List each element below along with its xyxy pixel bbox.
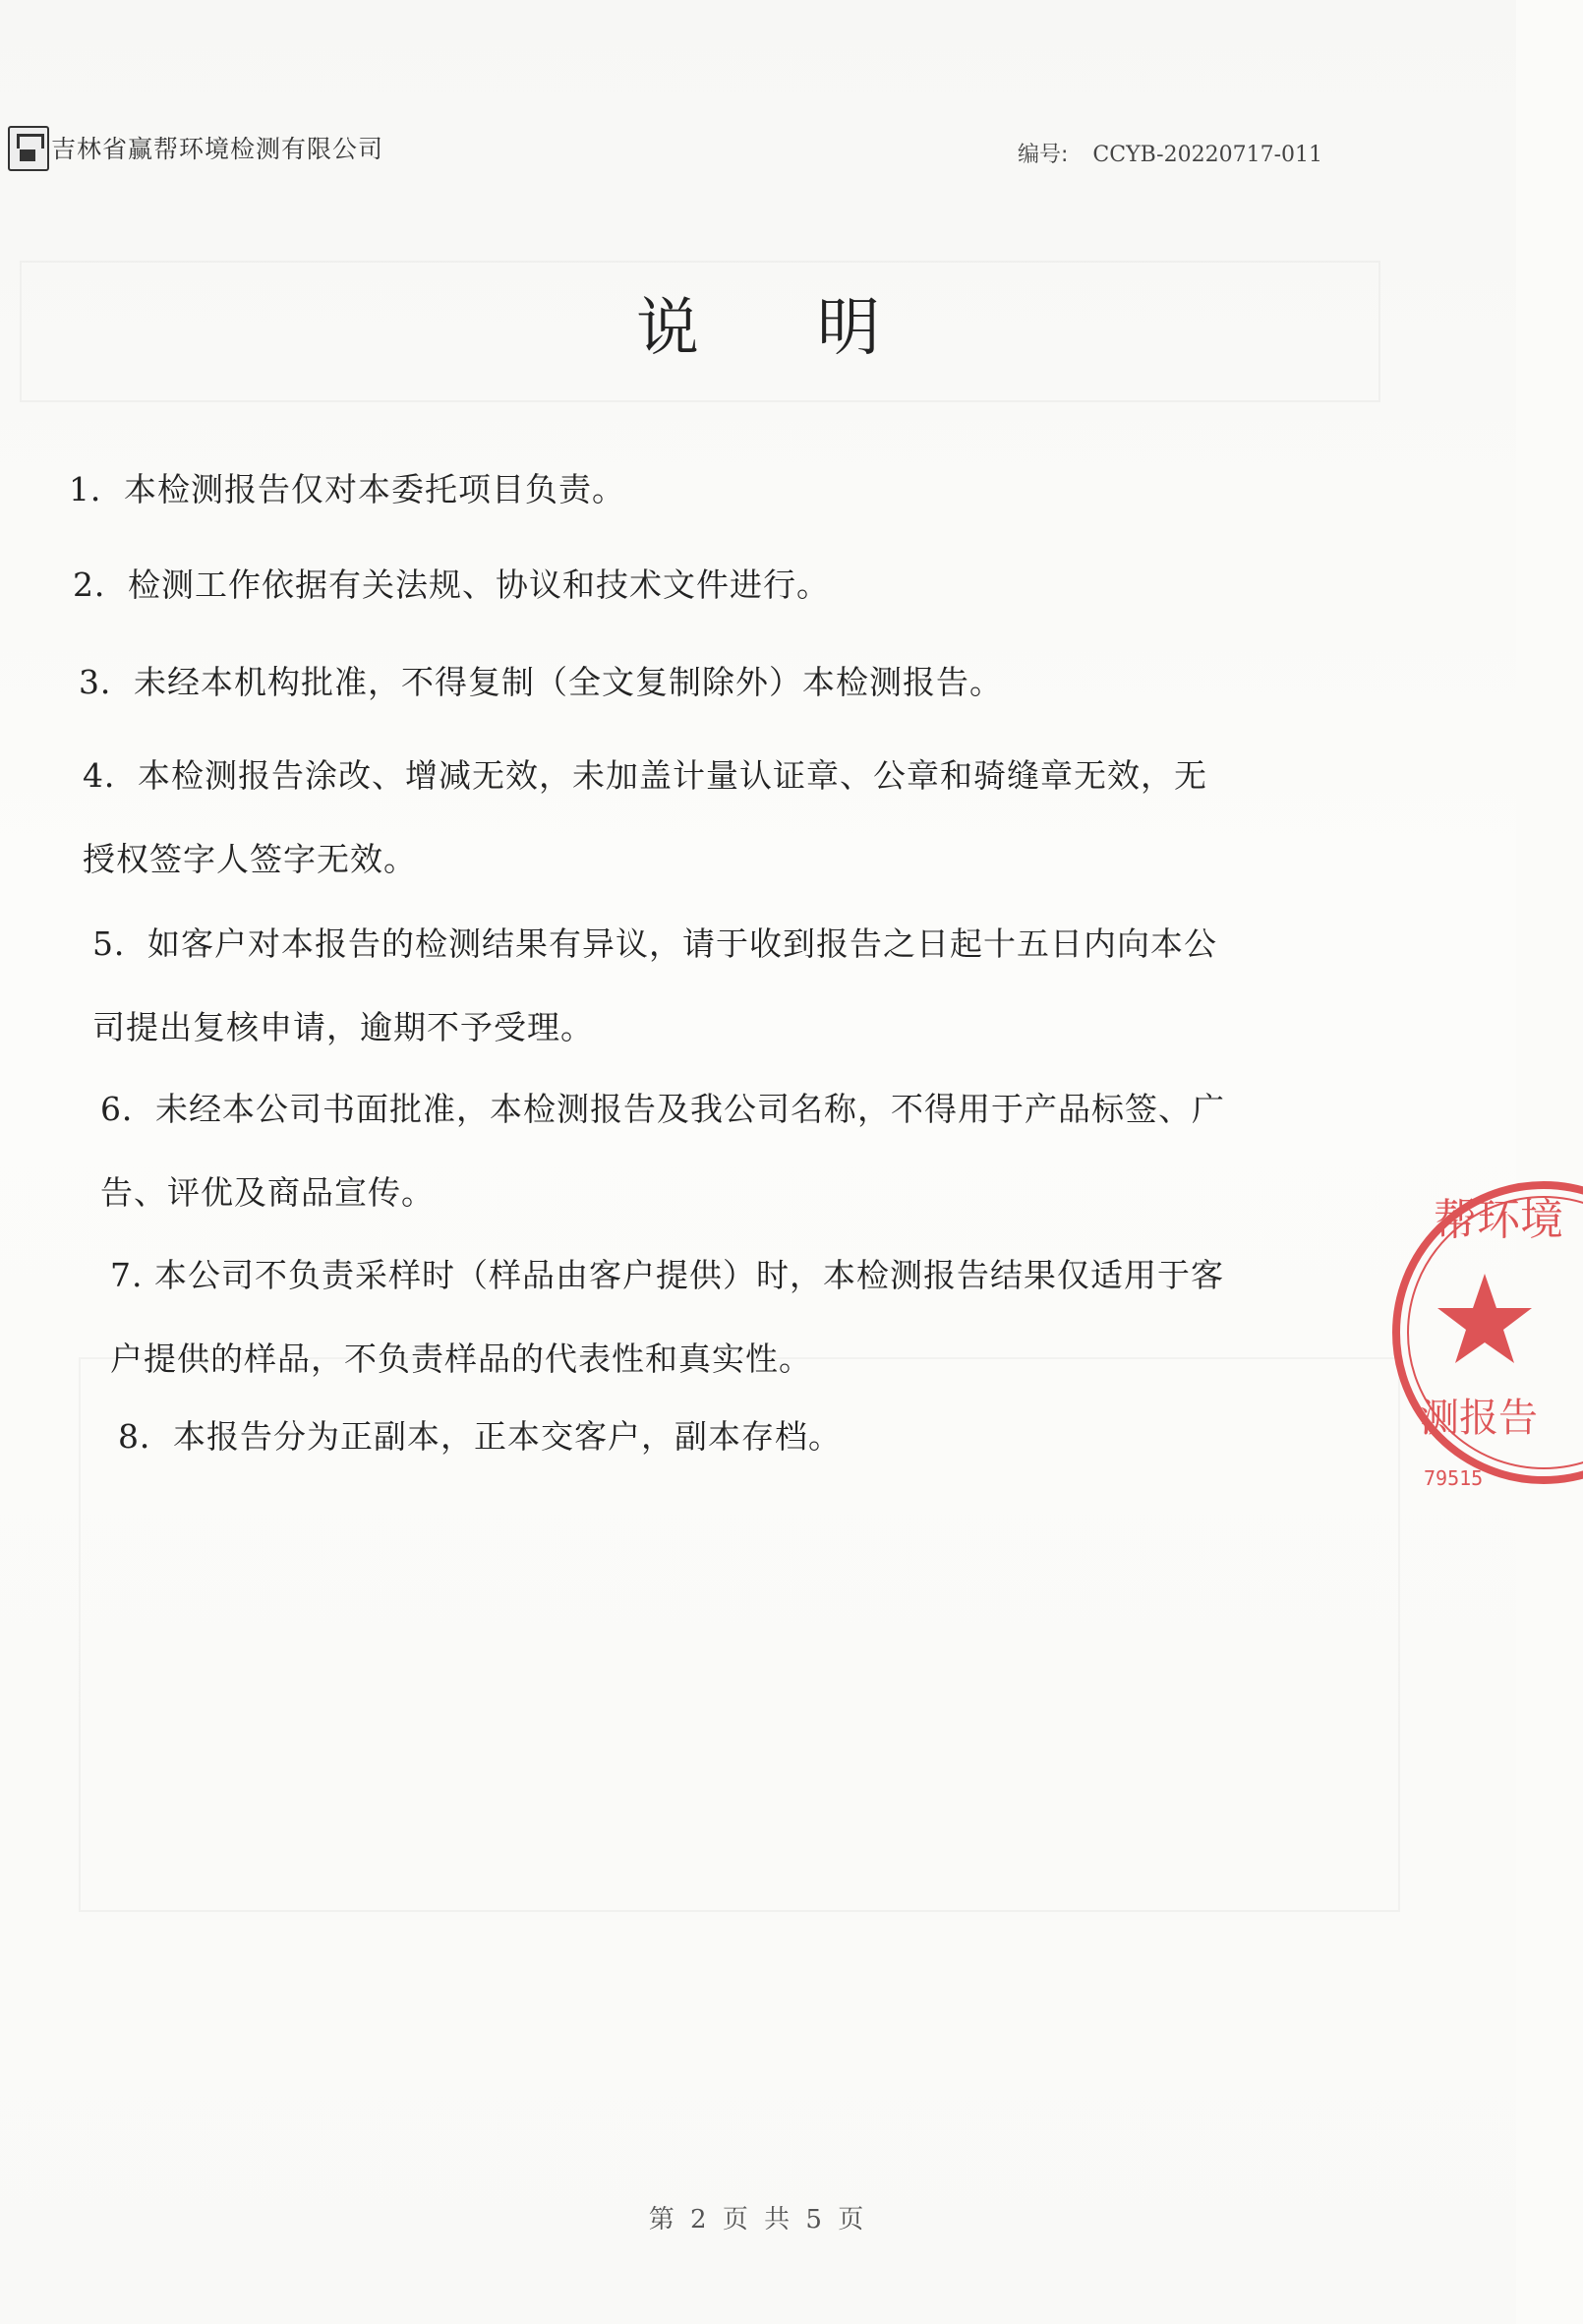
seal-text-top: 帮环境 (1434, 1195, 1563, 1245)
note-item-4 (83, 734, 1207, 901)
note-item-7 (110, 1233, 1224, 1400)
note-item-2 (73, 543, 830, 626)
page-number-text: 第 2 页 共 5 页 (648, 2205, 868, 2235)
seal-code: 79515 (1424, 1466, 1484, 1490)
note-text-continued: 司提出复核申请，逾期不予受理。 (92, 1008, 594, 1046)
note-item-1 (69, 447, 625, 531)
company-seal-icon (1416, 1151, 1583, 1515)
page-footer (0, 2199, 1516, 2235)
note-item-6 (100, 1067, 1225, 1234)
note-item-8 (118, 1395, 842, 1478)
page-title: 说明 (636, 292, 998, 365)
note-text: 5．如客户对本报告的检测结果有异议，请于收到报告之日起十五日内向本公 (92, 924, 1217, 963)
note-text: 4．本检测报告涂改、增减无效，未加盖计量认证章、公章和骑缝章无效，无 (83, 756, 1207, 795)
note-text: 8．本报告分为正副本，正本交客户，副本存档。 (118, 1417, 842, 1456)
note-item-5 (92, 902, 1217, 1069)
company-name: 吉林省赢帮环境检测有限公司 (51, 135, 384, 163)
note-text-continued: 授权签字人签字无效。 (83, 840, 417, 878)
report-number (1018, 138, 1322, 168)
seal-text-mid: 测报告 (1420, 1396, 1538, 1441)
report-number-label: 编号: (1018, 143, 1069, 167)
page-header (0, 126, 1516, 175)
note-text-continued: 户提供的样品，不负责样品的代表性和真实性。 (110, 1340, 812, 1378)
report-number-value: CCYB-20220717-011 (1092, 143, 1323, 167)
note-text: 3．未经本机构批准，不得复制（全文复制除外）本检测报告。 (79, 663, 1003, 701)
note-item-3 (79, 640, 1003, 724)
note-text: 1．本检测报告仅对本委托项目负责。 (69, 470, 625, 508)
note-text: 2．检测工作依据有关法规、协议和技术文件进行。 (73, 566, 830, 604)
note-text: 6．未经本公司书面批准，本检测报告及我公司名称，不得用于产品标签、广 (100, 1090, 1225, 1128)
note-text: 7. 本公司不负责采样时（样品由客户提供）时，本检测报告结果仅适用于客 (110, 1256, 1224, 1294)
company-logo-icon (8, 126, 49, 171)
note-text-continued: 告、评优及商品宣传。 (100, 1173, 435, 1212)
